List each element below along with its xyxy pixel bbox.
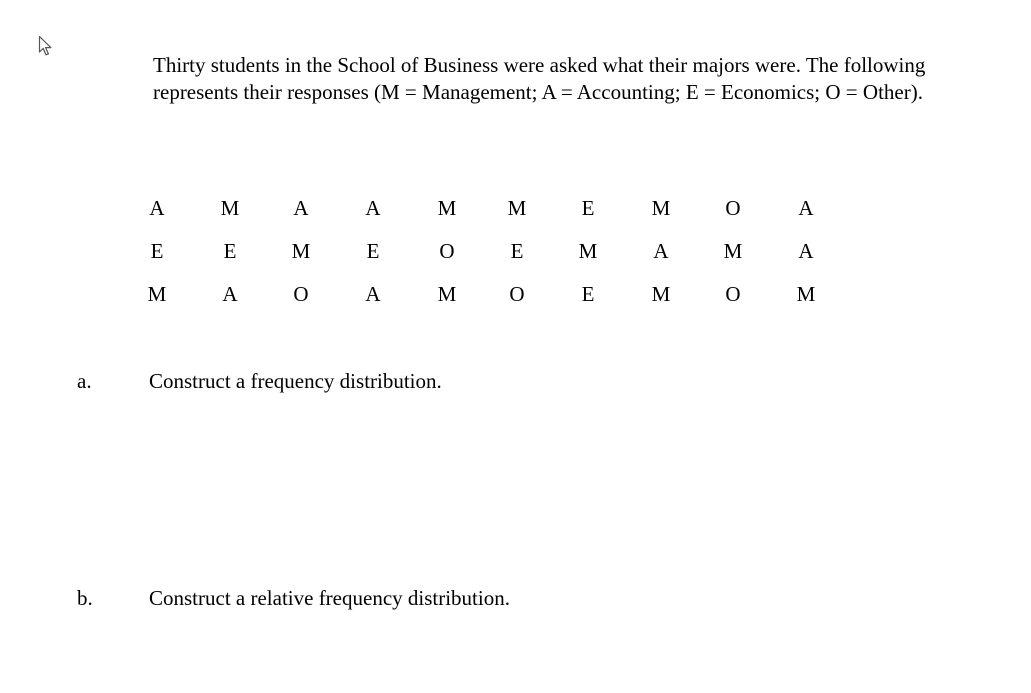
response-cell: O [725, 282, 741, 306]
response-cell: E [581, 282, 595, 306]
response-cell: M [578, 239, 598, 263]
response-cell: M [651, 196, 671, 220]
response-cell: A [149, 196, 165, 220]
question-a-text: Construct a frequency distribution. [149, 369, 442, 393]
response-cell: E [510, 239, 524, 263]
response-cell: A [222, 282, 238, 306]
response-cell: A [798, 196, 814, 220]
problem-statement-line-1: Thirty students in the School of Business were asked what their majors were. The following [153, 53, 926, 77]
response-cell: M [291, 239, 311, 263]
response-cell: E [366, 239, 380, 263]
mouse-pointer-icon [38, 35, 54, 57]
response-cell: A [653, 239, 669, 263]
problem-statement [153, 52, 983, 106]
response-cell: M [507, 196, 527, 220]
response-cell: M [796, 282, 816, 306]
question-b-text: Construct a relative frequency distribution. [149, 586, 510, 610]
response-cell: E [150, 239, 164, 263]
response-cell: M [220, 196, 240, 220]
response-cell: A [293, 196, 309, 220]
response-cell: A [365, 196, 381, 220]
response-cell: M [651, 282, 671, 306]
response-cell: M [437, 282, 457, 306]
problem-statement-line-2: represents their responses (M = Management; A = Accounting; E = Economics; O = Other). [153, 80, 923, 104]
response-cell: O [439, 239, 455, 263]
response-cell: O [293, 282, 309, 306]
response-cell: M [723, 239, 743, 263]
question-b-letter: b. [77, 586, 93, 610]
question-a-letter: a. [77, 369, 92, 393]
response-cell: E [581, 196, 595, 220]
response-cell: E [223, 239, 237, 263]
response-cell: A [798, 239, 814, 263]
response-cell: M [147, 282, 167, 306]
response-cell: A [365, 282, 381, 306]
response-cell: M [437, 196, 457, 220]
response-cell: O [509, 282, 525, 306]
response-cell: O [725, 196, 741, 220]
